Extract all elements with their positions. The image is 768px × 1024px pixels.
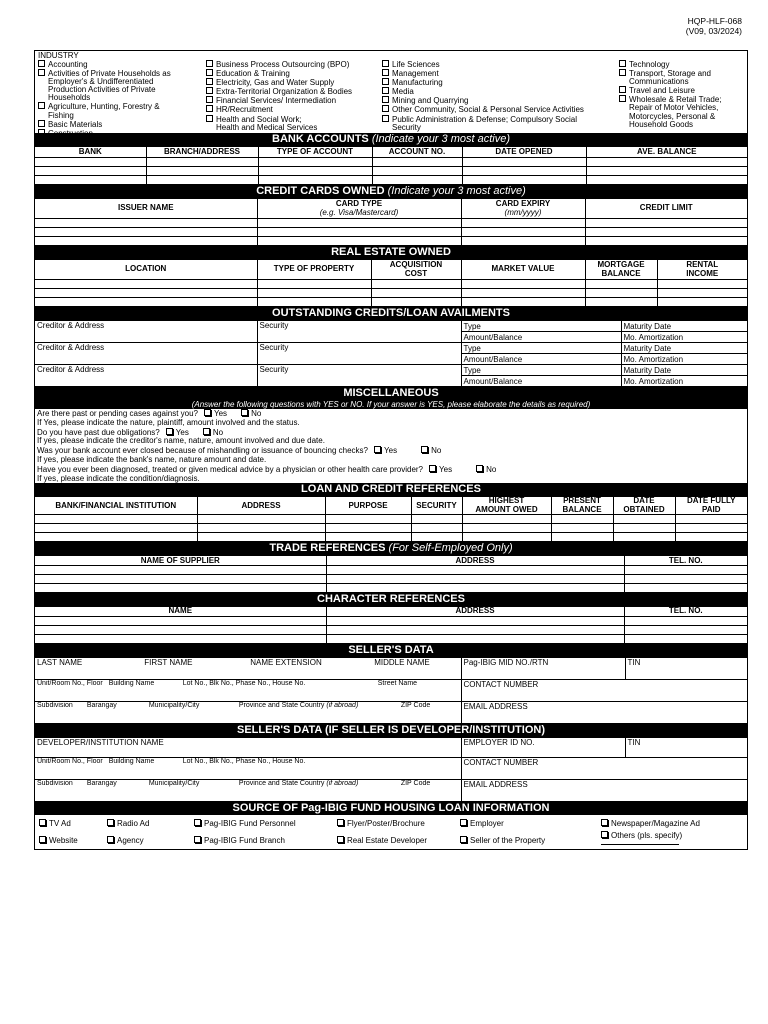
source-header: SOURCE OF Pag-IBIG FUND HOUSING LOAN INFORMATION	[35, 802, 747, 815]
column-header: PURPOSE	[325, 497, 411, 515]
column-header: DATE OBTAINED	[613, 497, 675, 515]
industry-option[interactable]: Agriculture, Hunting, Forestry &	[38, 102, 171, 111]
security-field[interactable]: Security	[257, 343, 461, 365]
character-references-table	[35, 606, 747, 644]
creditor-field[interactable]: Creditor & Address	[35, 343, 257, 365]
column-header: CARD TYPE (e.g. Visa/Mastercard)	[257, 199, 461, 219]
maturity-field[interactable]: Maturity Date	[621, 321, 747, 332]
no-checkbox-icon[interactable]	[203, 428, 210, 435]
developer-email-field[interactable]: EMAIL ADDRESS	[461, 779, 747, 801]
source-option[interactable]: Employer	[460, 819, 504, 828]
checkbox-icon[interactable]	[382, 78, 389, 85]
table-row[interactable]	[35, 524, 747, 533]
checkbox-icon[interactable]	[337, 836, 344, 843]
seller-data-header: SELLER'S DATA	[35, 644, 747, 657]
checkbox-icon[interactable]	[382, 60, 389, 67]
source-option[interactable]: Seller of the Property	[460, 836, 545, 845]
table-row[interactable]	[35, 515, 747, 524]
form-number: HQP-HLF-068	[687, 16, 742, 26]
developer-data-table	[35, 737, 747, 802]
source-option[interactable]: Website	[39, 836, 78, 845]
industry-option[interactable]: Life Sciences	[382, 60, 584, 69]
trade-references-table	[35, 555, 747, 593]
seller-location-fields[interactable]: Subdivision Barangay Municipality/City Province and State Country (if abroad) ZIP Code	[35, 701, 461, 723]
checkbox-icon[interactable]	[337, 819, 344, 826]
column-header: ADDRESS	[197, 497, 325, 515]
creditor-field[interactable]: Creditor & Address	[35, 321, 257, 343]
industry-option[interactable]: Basic Materials	[38, 120, 171, 129]
column-header: CARD EXPIRY (mm/yyyy)	[461, 199, 585, 219]
no-checkbox-icon[interactable]	[421, 446, 428, 453]
seller-mid-field[interactable]: Pag-IBIG MID NO./RTN	[461, 657, 625, 679]
column-header: NAME	[35, 607, 326, 617]
source-option[interactable]: Others (pls. specify)	[601, 831, 682, 840]
no-checkbox-icon[interactable]	[241, 409, 248, 416]
industry-option[interactable]: Education & Training	[206, 69, 352, 78]
table-row[interactable]	[35, 625, 747, 634]
table-row[interactable]	[35, 280, 747, 289]
security-field[interactable]: Security	[257, 365, 461, 387]
table-row[interactable]	[35, 289, 747, 298]
industry-column-1: Accounting Activities of Private Households as Employer's & Undifferentiated Production Activities of Private Households Agriculture, Hunting, Forestry & Fishing Basic Materials Construction	[38, 60, 171, 138]
industry-option[interactable]: Manufacturing	[382, 78, 584, 87]
no-checkbox-icon[interactable]	[476, 465, 483, 472]
checkbox-icon[interactable]	[601, 831, 608, 838]
column-header: SECURITY	[411, 497, 462, 515]
outstanding-credits-header: OUTSTANDING CREDITS/LOAN AVAILMENTS	[35, 307, 747, 320]
industry-column-2: Business Process Outsourcing (BPO) Education & Training Electricity, Gas and Water Supply Extra-Territorial Organization & Bodies Financial Services/ Intermediation HR/Recruitment Health and Social Work; Health and Medical Services	[206, 60, 352, 132]
security-field[interactable]: Security	[257, 321, 461, 343]
seller-address-fields[interactable]: Unit/Room No., Floor Building Name Lot No., Blk No., Phase No., House No. Street Name	[35, 679, 461, 701]
checkbox-icon[interactable]	[619, 86, 626, 93]
source-option[interactable]: Pag-IBIG Fund Branch	[194, 836, 285, 845]
checkbox-icon[interactable]	[460, 836, 467, 843]
checkbox-icon[interactable]	[38, 69, 45, 76]
source-option[interactable]: Flyer/Poster/Brochure	[337, 819, 425, 828]
seller-data-table	[35, 657, 747, 724]
column-header: BANK	[35, 147, 146, 158]
loan-references-table	[35, 496, 747, 542]
seller-email-field[interactable]: EMAIL ADDRESS	[461, 701, 747, 723]
table-row[interactable]	[35, 237, 747, 246]
source-option[interactable]: Radio Ad	[107, 819, 149, 828]
column-header: AVE. BALANCE	[586, 147, 747, 158]
industry-option[interactable]: Media	[382, 87, 584, 96]
industry-column-4: Technology Transport, Storage and Communications Travel and Leisure Wholesale & Retail Trade; Repair of Motor Vehicles, Motorcycles, Personal & Household Goods	[619, 60, 722, 129]
column-header: LOCATION	[35, 260, 257, 280]
credit-cards-header: CREDIT CARDS OWNED (Indicate your 3 most active)	[35, 185, 747, 198]
yes-checkbox-icon[interactable]	[204, 409, 211, 416]
checkbox-icon[interactable]	[382, 96, 389, 103]
seller-tin-field[interactable]: TIN	[625, 657, 747, 679]
table-row[interactable]	[35, 566, 747, 575]
source-option[interactable]: Newspaper/Magazine Ad	[601, 819, 700, 828]
column-header: MORTGAGE BALANCE	[585, 260, 657, 280]
creditor-field[interactable]: Creditor & Address	[35, 365, 257, 387]
column-header: HIGHEST AMOUNT OWED	[462, 497, 551, 515]
real-estate-table	[35, 259, 747, 307]
checkbox-icon[interactable]	[206, 78, 213, 85]
column-header: ADDRESS	[326, 556, 624, 566]
yes-checkbox-icon[interactable]	[374, 446, 381, 453]
checkbox-icon[interactable]	[382, 69, 389, 76]
checkbox-icon[interactable]	[38, 120, 45, 127]
industry-option[interactable]: Health and Social Work;	[206, 115, 352, 124]
amount-field[interactable]: Amount/Balance	[461, 354, 621, 365]
industry-option[interactable]: HR/Recruitment	[206, 105, 352, 114]
miscellaneous-header: MISCELLANEOUS	[35, 387, 747, 400]
column-header: RENTAL INCOME	[657, 260, 747, 280]
checkbox-icon[interactable]	[619, 95, 626, 102]
table-row[interactable]	[35, 228, 747, 237]
table-row[interactable]	[35, 298, 747, 307]
checkbox-icon[interactable]	[38, 60, 45, 67]
checkbox-icon[interactable]	[206, 105, 213, 112]
checkbox-icon[interactable]	[206, 115, 213, 122]
column-header: TEL. NO.	[624, 607, 747, 617]
table-row[interactable]	[35, 158, 747, 167]
type-field[interactable]: Type	[461, 321, 621, 332]
developer-data-header: SELLER'S DATA (IF SELLER IS DEVELOPER/INSTITUTION)	[35, 724, 747, 737]
table-row[interactable]	[35, 167, 747, 176]
column-header: ACQUISITION COST	[371, 260, 461, 280]
industry-option[interactable]: Management	[382, 69, 584, 78]
source-option[interactable]: TV Ad	[39, 819, 71, 828]
table-row[interactable]	[35, 533, 747, 542]
trade-references-header: TRADE REFERENCES (For Self-Employed Only)	[35, 542, 747, 555]
developer-location-fields[interactable]: Subdivision Barangay Municipality/City Province and State Country (if abroad) ZIP Code	[35, 779, 461, 801]
checkbox-icon[interactable]	[194, 836, 201, 843]
industry-option[interactable]: Accounting	[38, 60, 171, 69]
industry-column-3: Life Sciences Management Manufacturing Media Mining and Quarrying Other Community, Social & Personal Service Activities Public Administration & Defense; Compulsory Social Security	[382, 60, 584, 132]
column-header: PRESENT BALANCE	[551, 497, 613, 515]
industry-option[interactable]: Activities of Private Households as	[38, 69, 171, 78]
amount-field[interactable]: Amount/Balance	[461, 376, 621, 387]
table-row[interactable]	[35, 575, 747, 584]
yes-checkbox-icon[interactable]	[166, 428, 173, 435]
column-header: NAME OF SUPPLIER	[35, 556, 326, 566]
others-specify-line[interactable]	[601, 844, 679, 845]
checkbox-icon[interactable]	[382, 87, 389, 94]
type-field[interactable]: Type	[461, 343, 621, 354]
type-field[interactable]: Type	[461, 365, 621, 376]
bank-accounts-table	[35, 146, 747, 185]
source-option[interactable]: Pag-IBIG Fund Personnel	[194, 819, 296, 828]
industry-option[interactable]: Other Community, Social & Personal Service Activities	[382, 105, 584, 114]
amortization-field[interactable]: Mo. Amortization	[621, 354, 747, 365]
checkbox-icon[interactable]	[38, 102, 45, 109]
column-header: MARKET VALUE	[461, 260, 585, 280]
miscellaneous-questions: Are there past or pending cases against you? Yes No If Yes, please indicate the nature, plaintiff, amount involved and the status. Do you have past due obligations? Yes No If yes, please indicate the creditor's name, nature, amount involved and due date. Was your bank account ever closed because of mishandling or issuance of bouncing checks? Yes No If yes, please indicate the bank's name, nature amount and date. Have you ever been diagnosed, treated or given medical advice by a physician or other health care provider? Yes No If yes, please indicate the condition/diagnosis.	[37, 409, 497, 483]
outstanding-credits-table	[35, 320, 747, 387]
industry-option[interactable]: Travel and Leisure	[619, 86, 722, 95]
checkbox-icon[interactable]	[206, 96, 213, 103]
column-header: TYPE OF PROPERTY	[257, 260, 371, 280]
checkbox-icon[interactable]	[382, 105, 389, 112]
amount-field[interactable]: Amount/Balance	[461, 332, 621, 343]
checkbox-icon[interactable]	[194, 819, 201, 826]
checkbox-icon[interactable]	[206, 69, 213, 76]
character-references-header: CHARACTER REFERENCES	[35, 593, 747, 606]
source-option[interactable]: Real Estate Developer	[337, 836, 427, 845]
form-version: (V09, 03/2024)	[685, 26, 742, 36]
checkbox-icon[interactable]	[107, 836, 114, 843]
industry-option[interactable]: Mining and Quarrying	[382, 96, 584, 105]
loan-references-header: LOAN AND CREDIT REFERENCES	[35, 483, 747, 496]
industry-title: INDUSTRY	[38, 51, 79, 60]
maturity-field[interactable]: Maturity Date	[621, 365, 747, 376]
source-option[interactable]: Agency	[107, 836, 144, 845]
column-header: CREDIT LIMIT	[585, 199, 747, 219]
column-header: DATE FULLY PAID	[675, 497, 747, 515]
checkbox-icon[interactable]	[107, 819, 114, 826]
form-code	[686, 16, 742, 36]
seller-name-fields[interactable]: LAST NAME FIRST NAME NAME EXTENSION MIDDLE NAME	[35, 657, 461, 679]
table-row[interactable]	[35, 219, 747, 228]
credit-cards-table	[35, 198, 747, 246]
bank-accounts-header: BANK ACCOUNTS (Indicate your 3 most active)	[35, 133, 747, 146]
industry-option[interactable]: Construction	[38, 129, 171, 138]
industry-option[interactable]: Financial Services/ Intermediation	[206, 96, 352, 105]
checkbox-icon[interactable]	[382, 115, 389, 122]
column-header: ACCOUNT NO.	[372, 147, 462, 158]
amortization-field[interactable]: Mo. Amortization	[621, 376, 747, 387]
column-header: TEL. NO.	[624, 556, 747, 566]
checkbox-icon[interactable]	[619, 60, 626, 67]
column-header: TYPE OF ACCOUNT	[258, 147, 372, 158]
developer-tin-field[interactable]: TIN	[625, 737, 747, 757]
checkbox-icon[interactable]	[619, 69, 626, 76]
industry-option[interactable]: Public Administration & Defense; Compulsory Social	[382, 115, 584, 124]
checkbox-icon[interactable]	[39, 819, 46, 826]
column-header: ADDRESS	[326, 607, 624, 617]
column-header: BANK/FINANCIAL INSTITUTION	[35, 497, 197, 515]
table-row[interactable]	[35, 634, 747, 643]
maturity-field[interactable]: Maturity Date	[621, 343, 747, 354]
checkbox-icon[interactable]	[206, 87, 213, 94]
application-form	[34, 50, 748, 850]
table-row[interactable]	[35, 584, 747, 593]
checkbox-icon[interactable]	[39, 836, 46, 843]
checkbox-icon[interactable]	[206, 60, 213, 67]
checkbox-icon[interactable]	[38, 129, 45, 136]
industry-option[interactable]: Wholesale & Retail Trade;	[619, 95, 722, 104]
industry-option[interactable]: Transport, Storage and	[619, 69, 722, 78]
checkbox-icon[interactable]	[601, 819, 608, 826]
table-row[interactable]	[35, 616, 747, 625]
industry-option[interactable]: Extra-Territorial Organization & Bodies	[206, 87, 352, 96]
miscellaneous-note: (Answer the following questions with YES or NO. If your answer is YES, please elaborate the details as required)	[35, 400, 747, 409]
industry-option[interactable]: Electricity, Gas and Water Supply	[206, 78, 352, 87]
amortization-field[interactable]: Mo. Amortization	[621, 332, 747, 343]
industry-option[interactable]: Technology	[619, 60, 722, 69]
developer-name-field[interactable]: DEVELOPER/INSTITUTION NAME	[35, 737, 461, 757]
developer-address-fields[interactable]: Unit/Room No., Floor Building Name Lot No., Blk No., Phase No., House No.	[35, 757, 461, 779]
developer-contact-field[interactable]: CONTACT NUMBER	[461, 757, 747, 779]
source-options	[35, 815, 747, 849]
table-row[interactable]	[35, 176, 747, 185]
industry-option[interactable]: Business Process Outsourcing (BPO)	[206, 60, 352, 69]
column-header: BRANCH/ADDRESS	[146, 147, 258, 158]
yes-checkbox-icon[interactable]	[429, 465, 436, 472]
industry-section	[35, 51, 747, 138]
seller-contact-field[interactable]: CONTACT NUMBER	[461, 679, 747, 701]
checkbox-icon[interactable]	[460, 819, 467, 826]
column-header: DATE OPENED	[462, 147, 586, 158]
column-header: ISSUER NAME	[35, 199, 257, 219]
real-estate-header: REAL ESTATE OWNED	[35, 246, 747, 259]
employer-id-field[interactable]: EMPLOYER ID NO.	[461, 737, 625, 757]
